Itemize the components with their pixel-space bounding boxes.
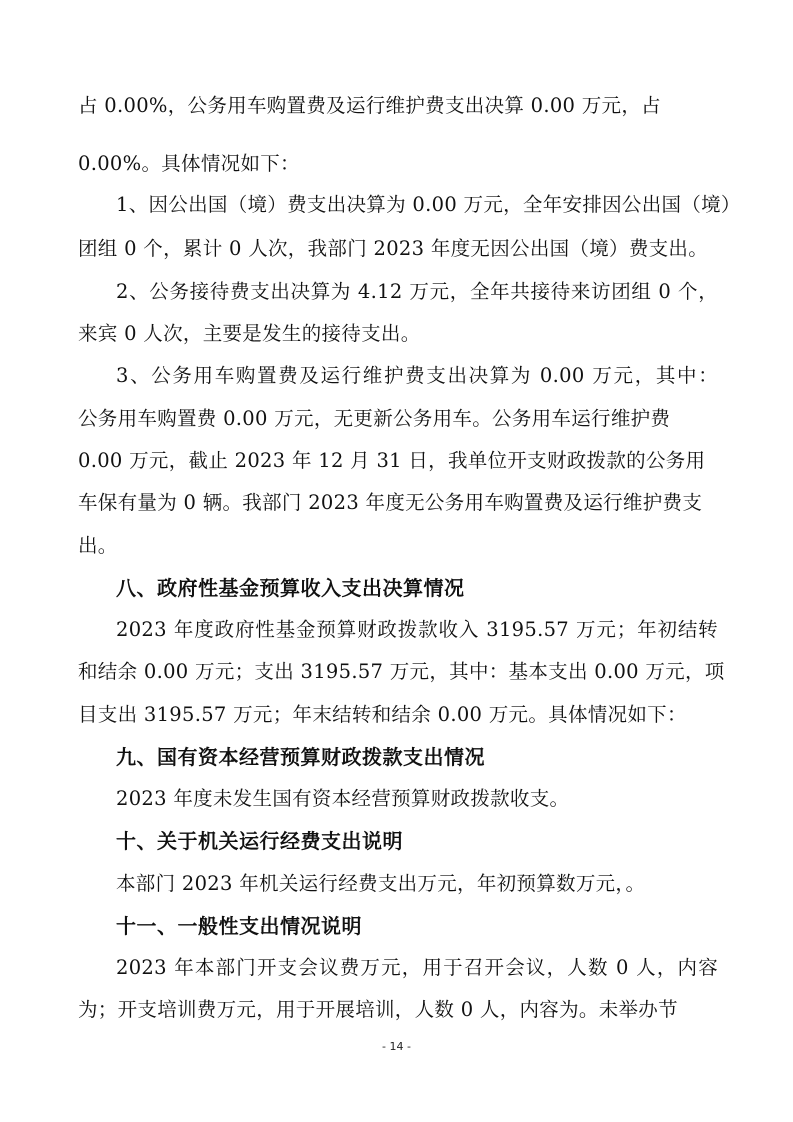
paragraph-line: 2、公务接待费支出决算为 4.12 万元，全年共接待来访团组 0 个， [116,280,718,303]
paragraph-line: 3、公务用车购置费及运行维护费支出决算为 0.00 万元，其中： [116,364,718,387]
paragraph-line: 为；开支培训费万元，用于开展培训，人数 0 人，内容为。未举办节 [78,998,678,1021]
paragraph-line: 0.00 万元，截止 2023 年 12 月 31 日，我单位开支财政拨款的公务用 [78,449,706,472]
section-heading-8: 八、政府性基金预算收入支出决算情况 [116,576,465,600]
paragraph-line: 2023 年度政府性基金预算财政拨款收入 3195.57 万元；年初结转 [116,618,718,641]
paragraph-line: 0.00%。具体情况如下： [78,152,300,175]
paragraph-line: 出。 [78,534,118,557]
paragraph-line: 和结余 0.00 万元；支出 3195.57 万元，其中：基本支出 0.00 万元，项 [78,660,725,683]
paragraph-line: 1、因公出国（境）费支出决算为 0.00 万元，全年安排因公出国（境） [116,193,741,216]
paragraph-line: 目支出 3195.57 万元；年末结转和结余 0.00 万元。具体情况如下： [78,703,687,726]
paragraph-line: 公务用车购置费 0.00 万元，无更新公务用车。公务用车运行维护费 [78,407,671,430]
paragraph-line: 团组 0 个，累计 0 人次，我部门 2023 年度无因公出国（境）费支出。 [78,237,709,260]
section-heading-11: 十一、一般性支出情况说明 [116,914,362,938]
paragraph-line: 占 0.00%，公务用车购置费及运行维护费支出决算 0.00 万元，占 [78,94,661,117]
section-heading-9: 九、国有资本经营预算财政拨款支出情况 [116,745,485,769]
page-number: - 14 - [382,1040,411,1053]
paragraph-line: 来宾 0 人次，主要是发生的接待支出。 [78,322,421,345]
paragraph-line: 2023 年本部门开支会议费万元，用于召开会议，人数 0 人，内容 [116,956,718,979]
paragraph-line: 车保有量为 0 辆。我部门 2023 年度无公务用车购置费及运行维护费支 [78,491,703,514]
paragraph-line: 2023 年度未发生国有资本经营预算财政拨款收支。 [116,787,570,810]
paragraph-line: 本部门 2023 年机关运行经费支出万元，年初预算数万元，。 [116,872,646,895]
section-heading-10: 十、关于机关运行经费支出说明 [116,829,403,853]
